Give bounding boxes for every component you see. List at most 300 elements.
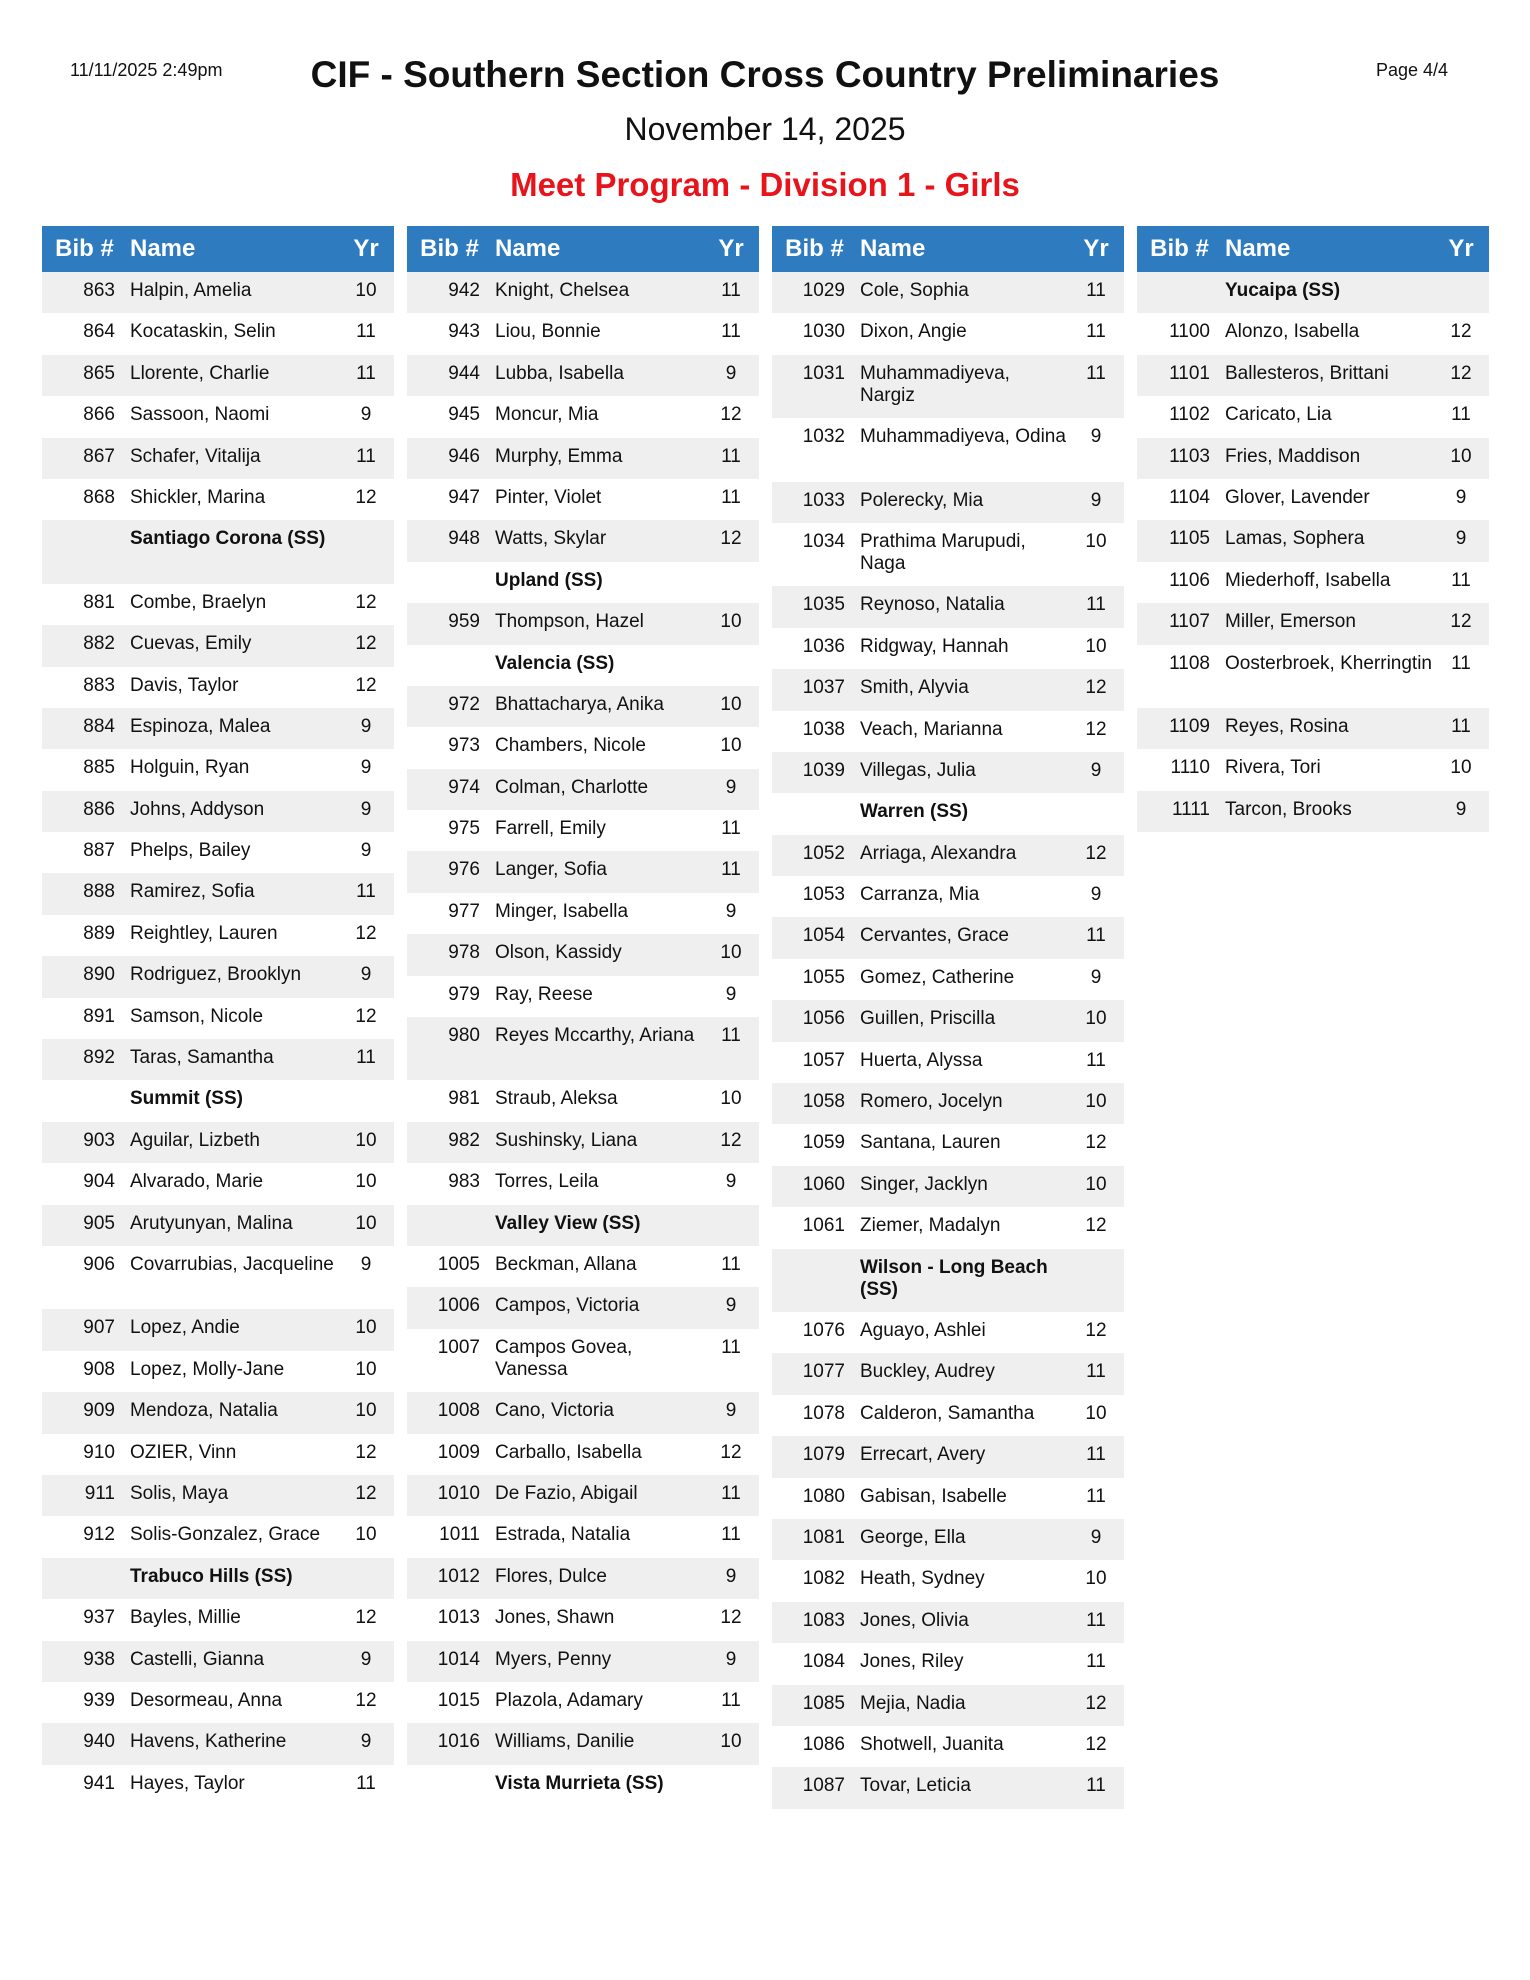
grade-year: 10 [1085, 1008, 1107, 1030]
athlete-name: Arriaga, Alexandra [860, 842, 1017, 864]
grade-year: 10 [1450, 445, 1472, 467]
grade-year: 11 [721, 859, 741, 881]
athlete-name: Caricato, Lia [1225, 404, 1332, 426]
athlete-row [407, 313, 759, 354]
athlete-row [1137, 479, 1489, 520]
athlete-row [42, 832, 394, 873]
bib-number: 1081 [802, 1526, 845, 1548]
athlete-row [772, 835, 1124, 876]
bib-number: 937 [83, 1607, 115, 1629]
athlete-name: Holguin, Ryan [130, 757, 250, 779]
bib-number: 906 [83, 1253, 115, 1275]
athlete-row [407, 1475, 759, 1516]
bib-number: 864 [83, 321, 115, 343]
bib-number: 1058 [802, 1091, 845, 1113]
bib-number: 1005 [437, 1253, 480, 1275]
grade-year: 11 [721, 1482, 741, 1504]
athlete-name: Cuevas, Emily [130, 633, 252, 655]
athlete-row [407, 893, 759, 934]
bib-number: 1038 [802, 718, 845, 740]
grade-year: 10 [720, 611, 742, 633]
athlete-name: Knight, Chelsea [495, 280, 630, 301]
team-heading-row [407, 1205, 759, 1246]
athlete-row [407, 355, 759, 396]
athlete-name: Hayes, Taylor [130, 1772, 245, 1794]
bib-number: 1083 [802, 1609, 845, 1631]
grade-year: 10 [355, 1358, 377, 1380]
athlete-name: Shotwell, Juanita [860, 1733, 1004, 1755]
athlete-row [407, 438, 759, 479]
roster-rows [42, 272, 394, 1806]
grade-year: 9 [1090, 426, 1102, 448]
athlete-row [772, 917, 1124, 958]
athlete-row [772, 876, 1124, 917]
athlete-name: Smith, Alyvia [860, 677, 969, 699]
athlete-row [772, 1726, 1124, 1767]
bib-number: 1031 [802, 362, 845, 384]
athlete-row [42, 708, 394, 749]
grade-year: 10 [720, 1731, 742, 1753]
grade-year: 9 [725, 1648, 737, 1670]
athlete-name: Ray, Reese [495, 983, 593, 1005]
grade-year: 9 [1455, 798, 1467, 820]
grade-year: 10 [1085, 635, 1107, 657]
athlete-name: Moncur, Mia [495, 404, 599, 426]
athlete-row [42, 479, 394, 520]
athlete-name: Ridgway, Hannah [860, 635, 1009, 657]
grade-year: 9 [360, 715, 372, 737]
athlete-name: Polerecky, Mia [860, 489, 984, 511]
athlete-row [1137, 313, 1489, 354]
athlete-name: Carranza, Mia [860, 884, 980, 906]
athlete-name: Samson, Nicole [130, 1005, 264, 1027]
bib-number: 1009 [437, 1441, 480, 1463]
bib-number: 944 [448, 362, 480, 384]
bib-number: 885 [83, 757, 115, 779]
bib-header: Bib # [420, 235, 479, 262]
bib-number: 1032 [802, 426, 845, 448]
bib-number: 938 [83, 1648, 115, 1670]
athlete-name: Llorente, Charlie [130, 362, 270, 384]
athlete-row [407, 1017, 759, 1080]
grade-year: 11 [1451, 569, 1471, 591]
bib-number: 892 [83, 1047, 115, 1069]
grade-year: 11 [356, 881, 376, 903]
grade-year: 11 [1086, 1485, 1106, 1507]
grade-year: 11 [1086, 1444, 1106, 1466]
athlete-row [407, 1558, 759, 1599]
program-subtitle: Meet Program - Division 1 - Girls [510, 166, 1020, 203]
bib-number: 891 [83, 1005, 115, 1027]
team-name: Summit (SS) [130, 1088, 243, 1110]
athlete-row [42, 1122, 394, 1163]
grade-year: 10 [1085, 1568, 1107, 1590]
athlete-name: Solis, Maya [130, 1482, 229, 1504]
bib-number: 1006 [437, 1295, 480, 1317]
bib-number: 959 [448, 611, 480, 633]
athlete-name: Miller, Emerson [1225, 611, 1356, 633]
athlete-name: Errecart, Avery [860, 1444, 986, 1466]
name-header: Name [130, 235, 196, 262]
athlete-name: Beckman, Allana [495, 1253, 637, 1275]
athlete-name: Muhammadiyeva, Nargiz [860, 362, 1010, 406]
athlete-name: Mejia, Nadia [860, 1692, 966, 1714]
grade-year: 9 [1090, 966, 1102, 988]
athlete-name: Dixon, Angie [860, 321, 967, 343]
team-name: Valley View (SS) [495, 1212, 641, 1234]
athlete-row [407, 272, 759, 313]
athlete-name: Buckley, Audrey [860, 1361, 995, 1383]
grade-year: 12 [1085, 1215, 1107, 1237]
athlete-row [407, 1080, 759, 1121]
athlete-row [772, 711, 1124, 752]
athlete-name: De Fazio, Abigail [495, 1482, 638, 1504]
team-name: Wilson - Long Beach (SS) [860, 1256, 1048, 1300]
grade-year: 11 [356, 445, 376, 467]
athlete-row [42, 625, 394, 666]
athlete-row [1137, 603, 1489, 644]
team-heading-row [407, 645, 759, 686]
bib-number: 907 [83, 1317, 115, 1339]
grade-year: 12 [355, 633, 377, 655]
athlete-name: Cano, Victoria [495, 1400, 614, 1422]
grade-year: 10 [355, 1212, 377, 1234]
grade-year: 11 [1086, 1609, 1106, 1631]
bib-number: 1034 [802, 530, 845, 552]
grade-year: 10 [1085, 1091, 1107, 1113]
bib-number: 979 [448, 983, 480, 1005]
grade-year: 10 [1450, 757, 1472, 779]
grade-year: 11 [1451, 715, 1471, 737]
athlete-name: Cole, Sophia [860, 280, 969, 301]
athlete-name: Covarrubias, Jacqueline [130, 1253, 334, 1275]
grade-year: 12 [1085, 842, 1107, 864]
grade-year: 12 [1450, 321, 1472, 343]
bib-number: 1086 [802, 1733, 845, 1755]
athlete-row [772, 586, 1124, 627]
bib-number: 867 [83, 445, 115, 467]
bib-number: 1061 [802, 1215, 845, 1237]
bib-number: 1080 [802, 1485, 845, 1507]
team-heading-row [1137, 272, 1489, 313]
bib-number: 912 [83, 1524, 115, 1546]
bib-number: 982 [448, 1129, 480, 1151]
athlete-name: Jones, Olivia [860, 1609, 969, 1631]
bib-number: 1082 [802, 1568, 845, 1590]
athlete-name: Glover, Lavender [1225, 486, 1370, 508]
table-header [772, 226, 1124, 272]
grade-year: 9 [725, 1400, 737, 1422]
team-heading-row [407, 1765, 759, 1806]
athlete-name: Ziemer, Madalyn [860, 1215, 1001, 1237]
bib-number: 975 [448, 818, 480, 840]
grade-year: 11 [721, 1689, 741, 1711]
athlete-name: Straub, Aleksa [495, 1088, 618, 1110]
athlete-row [42, 749, 394, 790]
bib-number: 947 [448, 486, 480, 508]
team-name: Trabuco Hills (SS) [130, 1565, 293, 1587]
bib-number: 974 [448, 776, 480, 798]
athlete-name: Halpin, Amelia [130, 280, 252, 301]
bib-number: 890 [83, 964, 115, 986]
athlete-row [772, 313, 1124, 354]
grade-year: 12 [1085, 1692, 1107, 1714]
athlete-row [772, 752, 1124, 793]
athlete-row [42, 272, 394, 313]
athlete-row [407, 1287, 759, 1328]
grade-year: 12 [1450, 362, 1472, 384]
bib-number: 1055 [802, 966, 845, 988]
athlete-name: Lubba, Isabella [495, 362, 624, 384]
grade-year: 9 [1090, 1526, 1102, 1548]
athlete-name: Oosterbroek, Kherringtin [1225, 652, 1432, 674]
team-name: Upland (SS) [495, 569, 603, 591]
bib-number: 1056 [802, 1008, 845, 1030]
table-header [407, 226, 759, 272]
athlete-row [1137, 438, 1489, 479]
bib-number: 1103 [1169, 445, 1210, 467]
grade-year: 11 [1086, 594, 1106, 616]
grade-year: 12 [355, 591, 377, 613]
athlete-name: OZIER, Vinn [130, 1441, 237, 1463]
athlete-row [407, 976, 759, 1017]
athlete-row [772, 1353, 1124, 1394]
grade-year: 9 [725, 1295, 737, 1317]
athlete-row [42, 313, 394, 354]
athlete-row [407, 1392, 759, 1433]
bib-number: 1059 [802, 1132, 845, 1154]
grade-year: 9 [360, 840, 372, 862]
athlete-row [42, 438, 394, 479]
athlete-row [407, 1641, 759, 1682]
athlete-row [407, 934, 759, 975]
bib-number: 976 [448, 859, 480, 881]
athlete-name: Ballesteros, Brittani [1225, 362, 1389, 384]
athlete-name: Rodriguez, Brooklyn [130, 964, 302, 986]
bib-number: 911 [84, 1482, 115, 1504]
athlete-row [772, 1083, 1124, 1124]
athlete-name: Jones, Shawn [495, 1607, 615, 1629]
athlete-name: Mendoza, Natalia [130, 1400, 278, 1422]
grade-year: 11 [1451, 404, 1471, 426]
athlete-row [772, 355, 1124, 418]
athlete-name: Heath, Sydney [860, 1568, 985, 1590]
athlete-row [42, 1351, 394, 1392]
bib-number: 1029 [802, 280, 845, 301]
grade-year: 12 [720, 528, 742, 550]
athlete-row [407, 769, 759, 810]
grade-year: 12 [720, 1129, 742, 1151]
roster-column-3 [772, 226, 1124, 1809]
grade-year: 12 [720, 1441, 742, 1463]
grade-year: 11 [1086, 321, 1106, 343]
bib-number: 1106 [1169, 569, 1210, 591]
grade-year: 11 [356, 362, 376, 384]
athlete-row [407, 686, 759, 727]
bib-number: 943 [448, 321, 480, 343]
grade-year: 12 [1085, 677, 1107, 699]
bib-number: 1078 [802, 1402, 845, 1424]
athlete-row [1137, 396, 1489, 437]
grade-year: 11 [1086, 280, 1106, 301]
bib-number: 973 [448, 735, 480, 757]
bib-number: 909 [83, 1400, 115, 1422]
grade-year: 10 [1085, 1173, 1107, 1195]
grade-year: 12 [355, 1689, 377, 1711]
roster-rows [1137, 272, 1489, 832]
grade-year: 9 [725, 900, 737, 922]
roster-rows [772, 272, 1124, 1809]
athlete-name: Reyes, Rosina [1225, 715, 1349, 737]
grade-year: 9 [725, 362, 737, 384]
bib-number: 1036 [802, 635, 845, 657]
roster-column-2 [407, 226, 759, 1806]
bib-number: 1057 [802, 1049, 845, 1071]
athlete-name: Sassoon, Naomi [130, 404, 270, 426]
athlete-name: Aguayo, Ashlei [860, 1319, 986, 1341]
athlete-name: Torres, Leila [495, 1171, 599, 1193]
bib-number: 978 [448, 942, 480, 964]
team-heading-row [42, 520, 394, 583]
yr-header: Yr [1083, 235, 1109, 262]
athlete-row [1137, 520, 1489, 561]
grade-year: 9 [725, 776, 737, 798]
athlete-row [42, 355, 394, 396]
athlete-name: Olson, Kassidy [495, 942, 622, 964]
grade-year: 10 [355, 1524, 377, 1546]
athlete-name: Bhattacharya, Anika [495, 693, 664, 715]
athlete-name: Reightley, Lauren [130, 922, 278, 944]
athlete-name: Taras, Samantha [130, 1047, 274, 1069]
athlete-name: Gomez, Catherine [860, 966, 1015, 988]
bib-number: 904 [83, 1171, 115, 1193]
meet-date: November 14, 2025 [624, 111, 906, 147]
bib-number: 910 [83, 1441, 115, 1463]
bib-number: 1109 [1169, 715, 1210, 737]
athlete-name: Bayles, Millie [130, 1607, 241, 1629]
athlete-row [772, 1767, 1124, 1808]
athlete-row [42, 1723, 394, 1764]
athlete-name: Murphy, Emma [495, 445, 623, 467]
grade-year: 10 [355, 280, 377, 301]
yr-header: Yr [1448, 235, 1474, 262]
athlete-row [42, 956, 394, 997]
grade-year: 11 [1086, 1049, 1106, 1071]
athlete-name: Liou, Bonnie [495, 321, 601, 343]
athlete-name: Watts, Skylar [495, 528, 607, 550]
grade-year: 9 [1455, 486, 1467, 508]
bib-number: 881 [83, 591, 115, 613]
name-header: Name [1225, 235, 1291, 262]
bib-number: 1053 [802, 884, 845, 906]
athlete-name: Castelli, Gianna [130, 1648, 265, 1670]
roster-column-4 [1137, 226, 1489, 832]
grade-year: 10 [355, 1317, 377, 1339]
yr-header: Yr [353, 235, 379, 262]
athlete-name: Plazola, Adamary [495, 1689, 643, 1711]
athlete-row [407, 1122, 759, 1163]
athlete-name: Lopez, Molly-Jane [130, 1358, 285, 1380]
bib-number: 1037 [802, 677, 845, 699]
grade-year: 9 [1090, 759, 1102, 781]
athlete-row [42, 1475, 394, 1516]
bib-number: 939 [83, 1689, 115, 1711]
athlete-name: Davis, Taylor [130, 674, 239, 696]
athlete-row [42, 1039, 394, 1080]
roster-rows [407, 272, 759, 1806]
bib-number: 1111 [1171, 798, 1210, 820]
athlete-row [42, 873, 394, 914]
table-header [42, 226, 394, 272]
grade-year: 11 [356, 1772, 376, 1794]
grade-year: 12 [720, 404, 742, 426]
grade-year: 12 [355, 1607, 377, 1629]
grade-year: 10 [720, 693, 742, 715]
athlete-row [42, 1309, 394, 1350]
athlete-name: George, Ella [860, 1526, 966, 1548]
grade-year: 11 [721, 1336, 741, 1358]
athlete-name: Villegas, Julia [860, 759, 976, 781]
athlete-name: Santana, Lauren [860, 1132, 1001, 1154]
athlete-row [1137, 645, 1489, 708]
athlete-row [42, 1163, 394, 1204]
athlete-name: Lamas, Sophera [1225, 528, 1365, 550]
bib-number: 1101 [1169, 362, 1210, 384]
grade-year: 9 [360, 1253, 372, 1275]
athlete-row [772, 1124, 1124, 1165]
bib-number: 981 [448, 1088, 480, 1110]
athlete-row [772, 1312, 1124, 1353]
athlete-name: Ramirez, Sofia [130, 881, 255, 903]
bib-number: 980 [448, 1025, 480, 1047]
athlete-name: Alvarado, Marie [130, 1171, 264, 1193]
grade-year: 10 [355, 1129, 377, 1151]
grade-year: 11 [721, 1025, 741, 1047]
bib-number: 1015 [437, 1689, 480, 1711]
athlete-row [1137, 562, 1489, 603]
bib-number: 863 [83, 280, 115, 301]
bib-number: 1010 [437, 1482, 480, 1504]
athlete-row [407, 1434, 759, 1475]
athlete-name: Colman, Charlotte [495, 776, 649, 798]
athlete-row [772, 272, 1124, 313]
athlete-name: Minger, Isabella [495, 900, 629, 922]
athlete-name: Carballo, Isabella [495, 1441, 642, 1463]
athlete-row [42, 584, 394, 625]
athlete-name: Estrada, Natalia [495, 1524, 631, 1546]
athlete-row [407, 727, 759, 768]
athlete-name: Miederhoff, Isabella [1225, 569, 1391, 591]
bib-number: 1085 [802, 1692, 845, 1714]
grade-year: 10 [720, 1088, 742, 1110]
meet-title: CIF - Southern Section Cross Country Preliminaries [310, 54, 1220, 95]
athlete-row [42, 1599, 394, 1640]
grade-year: 11 [721, 486, 741, 508]
athlete-row [42, 998, 394, 1039]
grade-year: 9 [1090, 884, 1102, 906]
athlete-row [772, 1166, 1124, 1207]
grade-year: 11 [1086, 1651, 1106, 1673]
athlete-row [407, 1516, 759, 1557]
athlete-row [407, 1163, 759, 1204]
athlete-name: Tovar, Leticia [860, 1775, 971, 1797]
athlete-name: Myers, Penny [495, 1648, 612, 1670]
athlete-row [407, 603, 759, 644]
athlete-row [772, 1602, 1124, 1643]
athlete-name: Langer, Sofia [495, 859, 607, 881]
yr-header: Yr [718, 235, 744, 262]
grade-year: 9 [725, 1171, 737, 1193]
